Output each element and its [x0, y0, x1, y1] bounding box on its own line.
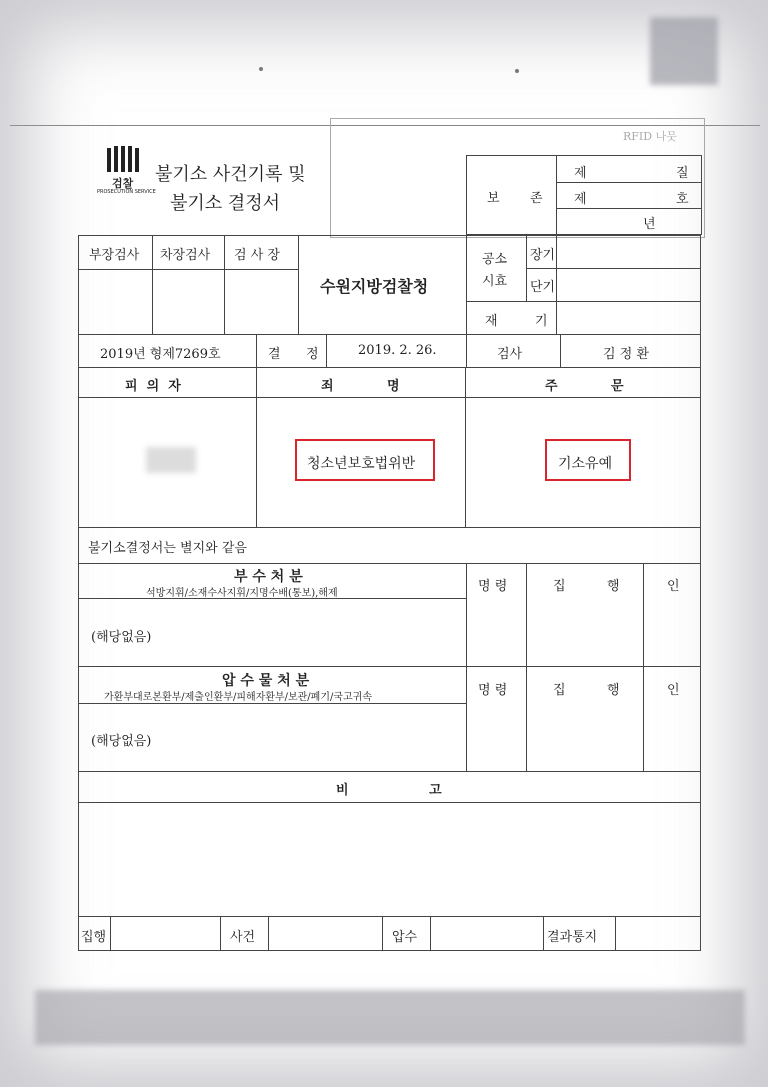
office-name: 수원지방검찰청	[320, 277, 429, 296]
ancillary-exec-1: 집	[553, 579, 566, 594]
preservation-label-jon: 존	[530, 191, 543, 206]
ancillary-content: (해당없음)	[91, 630, 152, 645]
header-charge-2: 명	[387, 379, 400, 394]
charge-value: 청소년보호법위반	[307, 456, 416, 472]
volume-prefix: 제	[574, 166, 587, 181]
logo-subtext: PROSECUTION SERVICE	[97, 189, 156, 195]
header-disposition-2: 문	[611, 379, 624, 394]
decision-label-1: 결	[268, 347, 281, 362]
preservation-label-bo: 보	[487, 191, 500, 206]
footer-case-label: 사건	[230, 930, 256, 945]
form-title-line1: 불기소 사건기록 및	[155, 164, 306, 185]
statute-label-1: 공소	[482, 252, 508, 267]
redaction-bottom	[35, 990, 745, 1045]
reactivation-label-2: 기	[535, 314, 548, 329]
prosecutor-name: 김 정 환	[603, 347, 649, 362]
number-prefix: 제	[574, 192, 587, 207]
footer-exec-label: 집행	[81, 930, 107, 945]
long-term-label: 장기	[530, 248, 556, 263]
seizure-subtitle: 가환부대로본환부/제출인환부/피해자환부/보관/폐기/국고귀속	[104, 692, 373, 703]
ancillary-title: 부 수 처 분	[234, 569, 303, 585]
decision-label-2: 정	[306, 347, 319, 362]
seizure-seal: 인	[667, 683, 680, 698]
reactivation-label-1: 재	[485, 314, 498, 329]
header-charge-1: 죄	[321, 379, 334, 394]
approval-deputy-chief: 차장검사	[160, 248, 211, 263]
statute-label-2: 시효	[482, 274, 508, 289]
prosecution-logo-icon	[107, 146, 141, 172]
scan-dot	[259, 67, 263, 71]
approval-chief-prosecutor: 부장검사	[89, 248, 140, 263]
disposition-value: 기소유예	[558, 456, 613, 472]
scan-dot	[515, 69, 519, 73]
footer-result-label: 결과통지	[547, 930, 598, 945]
header-suspect: 피 의 자	[125, 379, 181, 394]
redaction-top-right	[650, 17, 718, 85]
remarks-label-1: 비	[336, 783, 349, 798]
volume-suffix: 질	[676, 166, 689, 181]
decision-note: 불기소결정서는 별지와 같음	[88, 541, 247, 556]
seizure-content: (해당없음)	[91, 734, 152, 749]
seizure-order-label: 명 령	[478, 683, 508, 698]
logo-text: 검찰	[112, 177, 134, 190]
ancillary-subtitle: 석방지휘/소재수사지휘/지명수배(통보),해제	[146, 588, 338, 599]
short-term-label: 단기	[530, 280, 556, 295]
seizure-exec-2: 행	[607, 683, 620, 698]
number-suffix: 호	[676, 192, 689, 207]
seizure-title: 압 수 물 처 분	[222, 673, 310, 689]
case-number: 2019년 형제7269호	[100, 347, 221, 362]
ancillary-exec-2: 행	[607, 579, 620, 594]
seizure-exec-1: 집	[553, 683, 566, 698]
form-title-line2: 불기소 결정서	[170, 193, 281, 214]
ancillary-seal: 인	[667, 579, 680, 594]
prosecutor-label: 검사	[497, 347, 523, 362]
footer-seizure-label: 압수	[392, 930, 418, 945]
header-disposition-1: 주	[545, 379, 558, 394]
ancillary-order-label: 명 령	[478, 579, 508, 594]
rfid-label: RFID 나뭇	[623, 130, 677, 143]
year-suffix: 년	[643, 217, 656, 232]
approval-prosecutor-general: 검 사 장	[234, 248, 280, 263]
remarks-label-2: 고	[429, 783, 442, 798]
decision-date: 2019. 2. 26.	[358, 343, 437, 358]
